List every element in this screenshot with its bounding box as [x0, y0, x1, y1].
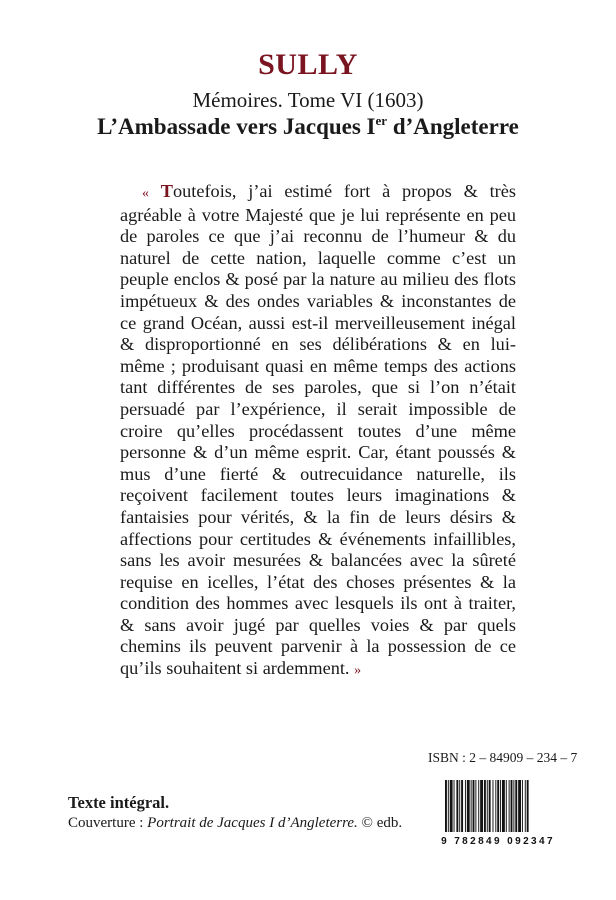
- cover-credit-title: Portrait de Jacques I d’Angleterre.: [147, 815, 358, 831]
- barcode-bar: [484, 780, 486, 832]
- barcode-bar: [480, 780, 483, 832]
- barcode-bar: [502, 780, 505, 832]
- barcode-bar: [506, 780, 507, 832]
- barcode-bar: [454, 780, 455, 832]
- barcode-bar: [456, 780, 458, 832]
- heading-pre: L’Ambassade vers Jacques I: [97, 114, 376, 139]
- barcode-bar: [487, 780, 488, 832]
- isbn: ISBN : 2 – 84909 – 234 – 7: [428, 750, 578, 765]
- heading-sup: er: [375, 113, 388, 128]
- barcode-bar: [527, 780, 529, 832]
- barcode-bar: [522, 780, 523, 832]
- barcode-bar: [461, 780, 463, 832]
- close-quote-mark: »: [354, 663, 362, 679]
- author-title: SULLY: [258, 48, 358, 81]
- barcode-bar: [515, 780, 517, 832]
- texte-integral: Texte intégral.: [68, 793, 170, 812]
- barcode-bar: [489, 780, 491, 832]
- cover-credit-label: Couverture :: [68, 815, 148, 831]
- copyright: © edb.: [357, 815, 403, 831]
- barcode-bar: [525, 780, 526, 832]
- subtitle: Mémoires. Tome VI (1603): [192, 88, 424, 112]
- barcode-bar: [513, 780, 514, 832]
- quote-block: [120, 181, 516, 682]
- barcode-digits: 9 782849 092347: [441, 836, 555, 846]
- barcode-bar: [493, 780, 494, 832]
- quote-paragraph: [120, 181, 516, 682]
- barcode-bars: [445, 780, 529, 832]
- barcode-bar: [509, 780, 510, 832]
- barcode-bar: [511, 780, 513, 832]
- barcode-bar: [448, 780, 449, 832]
- barcode-bar: [478, 780, 479, 832]
- book-heading: [0, 113, 616, 140]
- barcode-bar: [495, 780, 496, 832]
- barcode-bar: [459, 780, 460, 832]
- barcode-bar: [465, 780, 466, 832]
- barcode-bar: [497, 780, 499, 832]
- barcode-bar: [467, 780, 470, 832]
- barcode-bar: [450, 780, 453, 832]
- barcode-bar: [471, 780, 472, 832]
- barcode-bar: [445, 780, 447, 832]
- open-quote-mark: «: [142, 186, 149, 201]
- barcode: [437, 778, 559, 846]
- barcode-bar: [518, 780, 521, 832]
- barcode-bar: [500, 780, 501, 832]
- quote-text: outefois, j’ai estimé fort à propos & très agréable à votre Majesté que je lui représente en peu de paroles ce que j’ai reconnu de l’humeur & du naturel de cette nation, laquelle comme c’est un peuple enclos & posé par la nature au milieu des flots impétueux & des ondes variables & inconstantes de ce grand Océan, aussi est-il merveilleusement inégal & disproportionné en ses délibérations & en lui-même ; produisant quasi en même temps des actions tant différentes de ses paroles, que si l’on n’était persuadé par l’expérience, il serait impossible de croire qu’elles procédassent toutes d’une même personne & d’un même esprit. Car, étant poussés & mus d’une fierté & outrecuidance naturelle, ils reçoivent facilement toutes leurs imaginations & fantaisies pour vérités, & la fin de leurs désirs & affections pour certitudes & événements infaillibles, sans les avoir mesurées & balancées avec la sûreté requise en icelles, l’état des choses présentes & la condition des hommes avec lesquels ils ont à traiter, & sans avoir jugé par quelles voies & par quels chemins ils peuvent parvenir à la possession de ce qu’ils souhaitent si ardemment.: [120, 181, 516, 679]
- heading-post: d’Angleterre: [387, 114, 519, 139]
- initial-letter: T: [160, 181, 173, 201]
- cover-credit: [68, 815, 402, 832]
- barcode-bar: [473, 780, 475, 832]
- barcode-bar: [475, 780, 476, 832]
